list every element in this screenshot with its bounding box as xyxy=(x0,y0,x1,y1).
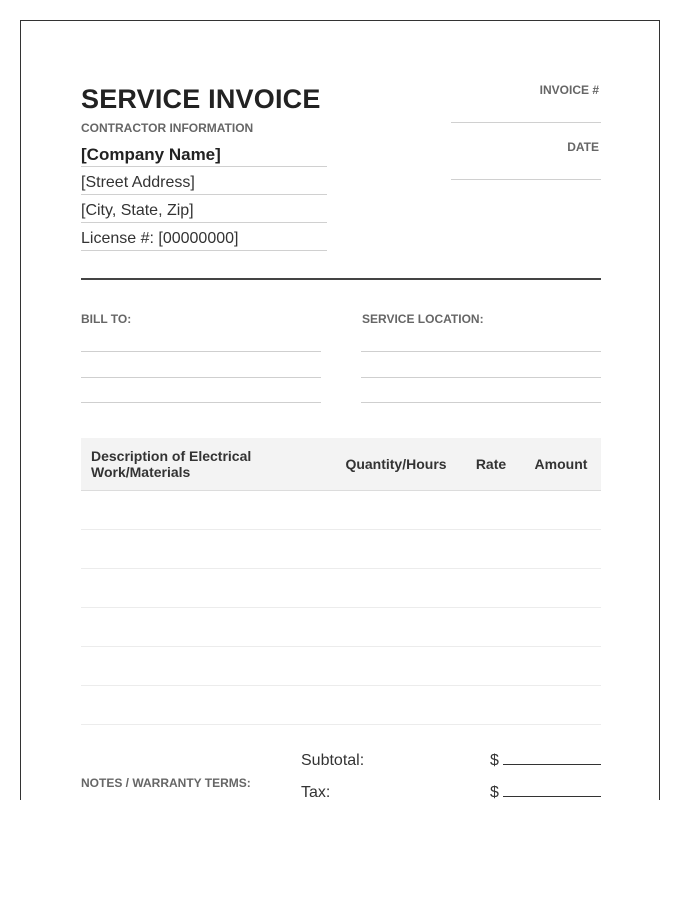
notes-warranty-label: NOTES / WARRANTY TERMS: xyxy=(81,776,251,790)
company-name-field[interactable]: [Company Name] xyxy=(81,139,327,167)
invoice-sheet xyxy=(20,20,660,800)
bill-to-label: BILL TO: xyxy=(81,312,132,326)
subtotal-value[interactable] xyxy=(490,752,601,770)
contractor-info-label: CONTRACTOR INFORMATION xyxy=(81,121,254,135)
column-header-rate: Rate xyxy=(475,456,507,472)
date-label: DATE xyxy=(567,140,599,154)
column-header-description: Description of Electrical Work/Materials xyxy=(91,448,252,480)
tax-blank[interactable] xyxy=(503,784,601,797)
license-number-field[interactable]: License #: [00000000] xyxy=(81,223,327,251)
table-row[interactable] xyxy=(81,569,601,608)
column-header-amount: Amount xyxy=(534,456,588,472)
table-row[interactable] xyxy=(81,608,601,647)
table-body xyxy=(81,491,601,725)
tax-value[interactable] xyxy=(490,784,601,800)
contractor-info-block xyxy=(81,139,327,251)
invoice-title: SERVICE INVOICE xyxy=(81,84,321,114)
table-row[interactable] xyxy=(81,686,601,725)
date-field[interactable] xyxy=(451,179,601,180)
currency-symbol: $ xyxy=(490,784,499,800)
service-location-label: SERVICE LOCATION: xyxy=(362,312,484,326)
bill-to-line[interactable] xyxy=(81,377,321,378)
currency-symbol: $ xyxy=(490,752,499,769)
city-state-zip-field[interactable]: [City, State, Zip] xyxy=(81,195,327,223)
header-divider xyxy=(81,278,601,280)
tax-label: Tax: xyxy=(301,784,331,800)
line-items-table xyxy=(81,438,601,725)
invoice-number-field[interactable] xyxy=(451,122,601,123)
bill-to-line[interactable] xyxy=(81,351,321,352)
column-header-quantity: Quantity/Hours xyxy=(345,456,447,472)
street-address-field[interactable]: [Street Address] xyxy=(81,167,327,195)
service-location-line[interactable] xyxy=(361,402,601,403)
table-header xyxy=(81,438,601,491)
service-location-line[interactable] xyxy=(361,351,601,352)
bill-to-line[interactable] xyxy=(81,402,321,403)
table-row[interactable] xyxy=(81,530,601,569)
table-row[interactable] xyxy=(81,491,601,530)
subtotal-label: Subtotal: xyxy=(301,752,365,769)
table-row[interactable] xyxy=(81,647,601,686)
service-location-line[interactable] xyxy=(361,377,601,378)
invoice-number-label: INVOICE # xyxy=(539,83,599,97)
subtotal-blank[interactable] xyxy=(503,752,601,765)
